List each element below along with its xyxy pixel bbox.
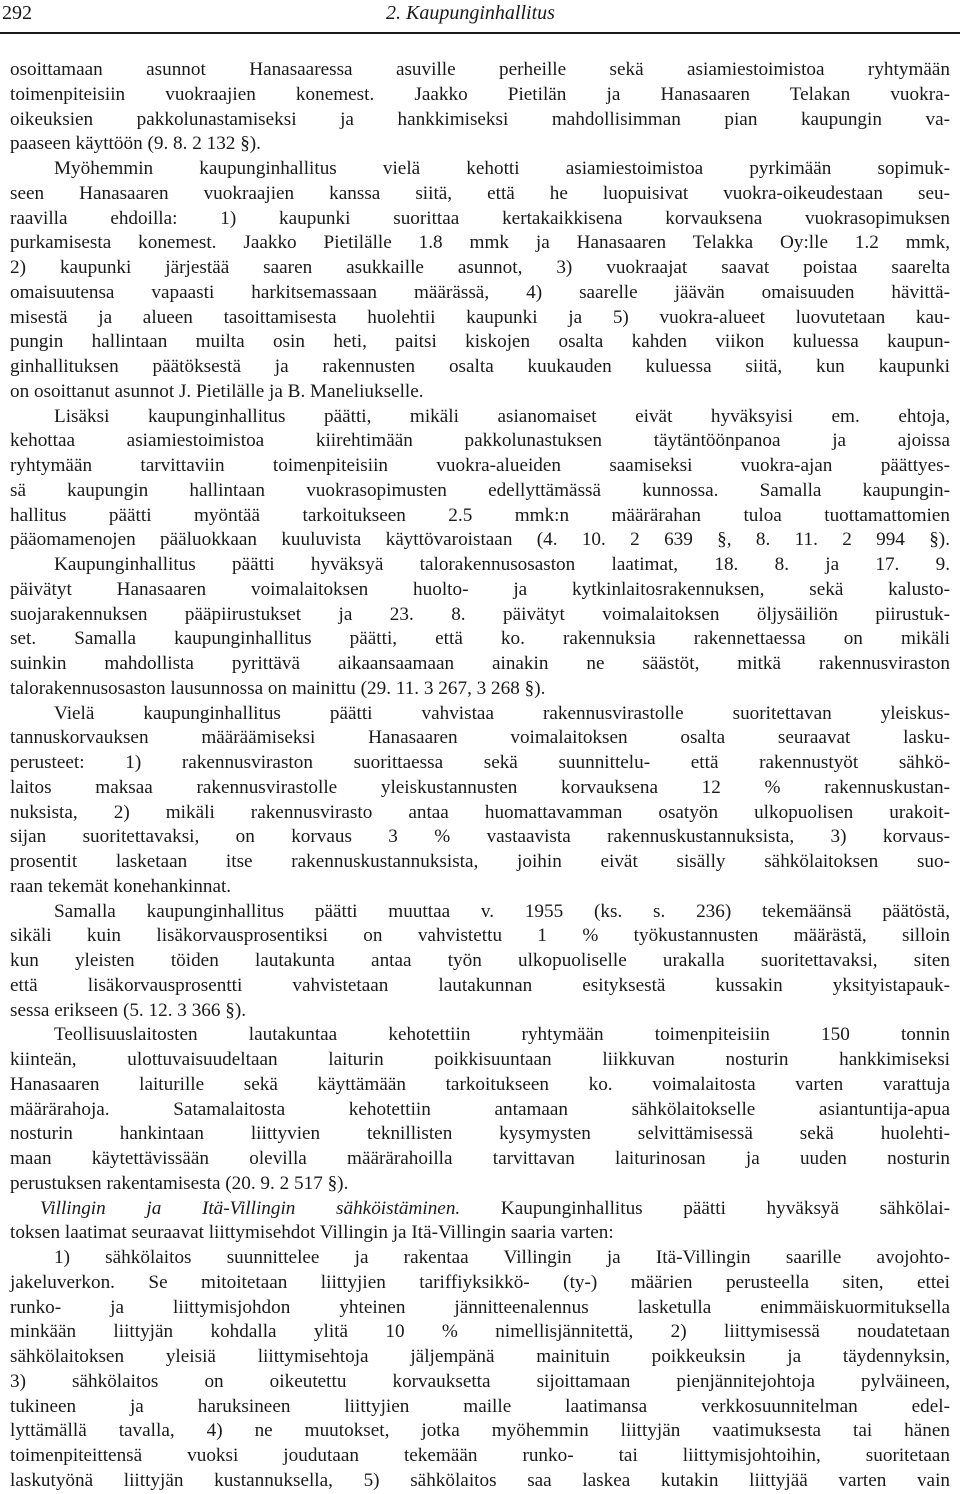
text-line: purkamisesta konemest. Jaakko Pietilälle 1.8 mmk ja Hanasaaren Telakka Oy:lle 1.2 mmk, [10, 232, 950, 254]
text-line: sijan suoritettavaksi, on korvaus 3 % vastaavista rakennuskustannuksista, 3) korvaus- [10, 826, 950, 848]
text-line: Teollisuuslaitosten lautakuntaa kehotettiin ryhtymään toimenpiteisiin 150 tonnin [54, 1024, 950, 1046]
text-line: on osoittanut asunnot J. Pietilälle ja B. Maneliukselle. [10, 380, 424, 402]
text-line: perusteet: 1) rakennusviraston suorittaessa sekä suunnittelu- että rakennustyöt sähkö- [10, 752, 950, 773]
text-line: Samalla kaupunginhallitus päätti muuttaa v. 1955 (ks. s. 236) tekemäänsä päätöstä, [54, 900, 950, 922]
text-line: Hanasaaren laiturille sekä käyttämään tarkoitukseen ko. voimalaitosta varten varattuja [10, 1073, 950, 1095]
text-line: set. Samalla kaupunginhallitus päätti, että ko. rakennuksia rakennettaessa on mikäli [10, 628, 950, 650]
text-line: ryhtymään tarvittaviin toimenpiteisiin vuokra-alueiden saamiseksi vuokra-ajan päättyes- [10, 455, 950, 476]
text-line: omaisuutensa vapaasti harkitsemassaan määrässä, 4) saarelle jäävän omaisuuden hävittä- [10, 281, 950, 303]
text-line: pääomamenojen pääluokkaan kuuluvista käyttövaroistaan (4. 10. 2 639 §, 8. 11. 2 994 §). [10, 529, 950, 551]
text-line: sikäli kuin lisäkorvausprosentiksi on vahvistettu 1 % työkustannusten määrästä, silloin [10, 925, 950, 947]
text-line: Kaupunginhallitus päätti hyväksyä talorakennusosaston laatimat, 18. 8. ja 17. 9. [54, 554, 950, 575]
text-line: paaseen käyttöön (9. 8. 2 132 §). [10, 133, 261, 155]
text-line: 2) kaupunki järjestää saaren asukkaille asunnot, 3) vuokraajat saavat poistaa saarelta [10, 257, 950, 278]
text-line: suojarakennuksen pääpiirustukset ja 23. 8. päivätyt voimalaitoksen öljysäiliön piirustuk- [10, 603, 950, 625]
body-text [10, 58, 950, 1494]
text-line: kiinteän, ulottuvaisuudeltaan laiturin poikkisuuntaan liikkuvan nosturin hankkimiseksi [10, 1049, 950, 1070]
text-line: prosentit lasketaan itse rakennuskustannuksista, joihin eivät sisälly sähkölaitoksen suo- [10, 851, 950, 872]
text-line: pungin hallintaan muilta osin heti, paitsi kiskojen osalta kahden viikon kuluessa kaupun- [10, 331, 950, 353]
text-line: raavilla ehdoilla: 1) kaupunki suorittaa kertakaikkisena korvauksena vuokrasopimuksen [10, 207, 950, 229]
text-line: toimenpiteittensä vuoksi joudutaan tekemään runko- tai liittymisjohtoihin, suoritetaan [10, 1445, 950, 1466]
text-line: misestä ja alueen tasoittamisesta huolehtii kaupunki ja 5) vuokra-alueet luovutetaan kau- [10, 306, 950, 328]
text-line: Lisäksi kaupunginhallitus päätti, mikäli asianomaiset eivät hyväksyisi em. ehtoja, [54, 405, 950, 427]
text-line: oikeuksien pakkolunastamiseksi ja hankkimiseksi mahdollisimman pian kaupungin va- [10, 108, 950, 130]
text-line: osoittamaan asunnot Hanasaaressa asuville perheille sekä asiamiestoimistoa ryhtymään [10, 59, 950, 80]
text-line: nosturin hankintaan liittyvien teknillisten kysymysten selvittämisessä sekä huolehti- [10, 1123, 950, 1145]
text-line: Myöhemmin kaupunginhallitus vielä kehotti asiamiestoimistoa pyrkimään sopimuk- [54, 158, 950, 179]
text-line: jakeluverkon. Se mitoitetaan liittyjien tariffiyksikkö- (ty-) määrien perusteella siten, ettei [10, 1271, 950, 1293]
text-line: että lisäkorvausprosentti vahvistetaan lautakunnan esityksestä kussakin yksityistapauk- [10, 974, 950, 996]
text-line: hallitus päätti myöntää tarkoitukseen 2.5 mmk:n määrärahan tuloa tuottamattomien [10, 504, 950, 526]
text-line: kehottaa asiamiestoimistoa kiirehtimään pakkolunastuksen täytäntöönpanoa ja ajoissa [10, 430, 950, 452]
text-line: kun yleisten töiden lautakunta antaa työn ulkopuoliselle urakalla suoritettavaksi, siten [10, 950, 950, 971]
text-line: sessa erikseen (5. 12. 3 366 §). [10, 999, 247, 1021]
text-line: minkään liittyjän kohdalla ylitä 10 % nimellisjännitettä, 2) liittymisessä noudatetaan [10, 1321, 950, 1343]
text-line: sä kaupungin hallintaan vuokrasopimusten edellyttämässä kunnossa. Samalla kaupungin- [10, 479, 950, 501]
text-line: maan käytettävissään olevilla määrärahoilla tarvittavan laiturinosan ja uuden nosturin [10, 1148, 950, 1169]
text-line: tannuskorvauksen määräämiseksi Hanasaaren voimalaitoksen osalta seuraavat lasku- [10, 727, 950, 749]
text-line: seen Hanasaaren vuokraajien kanssa siitä, että he luopuisivat vuokra-oikeudestaan seu- [10, 182, 950, 204]
text-line: sähkölaitoksen yleisiä liittymisehtoja jäljempänä mainituin poikkeuksin ja täydennyksin, [10, 1346, 950, 1367]
text-line: perustuksen rakentamisesta (20. 9. 2 517 §). [10, 1172, 349, 1194]
text-line: toimenpiteisiin vuokraajien konemest. Jaakko Pietilän ja Hanasaaren Telakan vuokra- [10, 83, 950, 105]
text-line: päivätyt Hanasaaren voimalaitoksen huolto- ja kytkinlaitosrakennuksen, sekä kalusto- [10, 578, 950, 600]
text-line: laskutyönä liittyjän kustannuksella, 5) sähkölaitos saa laskea kutakin liittyjää varten vain [10, 1469, 950, 1491]
text-line: talorakennusosaston lausunnossa on mainittu (29. 11. 3 267, 3 268 §). [10, 677, 546, 699]
text-line: 3) sähkölaitos on oikeutettu korvauksetta sijoittamaan pienjännitejohtoja pylväineen, [10, 1370, 950, 1392]
text-line: lyttämällä tavalla, 4) ne muutokset, jotka myöhemmin liittyjän vaatimuksesta tai hänen [10, 1420, 950, 1442]
text-line: Vielä kaupunginhallitus päätti vahvistaa rakennusvirastolle suoritettavan yleiskus- [54, 702, 950, 724]
section-heading: Villingin ja Itä-Villingin sähköistäminen. [40, 1197, 461, 1219]
text-line: toksen laatimat seuraavat liittymisehdot Villingin ja Itä-Villingin saaria varten: [10, 1222, 614, 1244]
text-line: ginhallituksen päätöksestä ja rakennusten osalta kuukauden kuluessa siitä, kun kaupunki [10, 356, 950, 377]
running-head: 2. Kaupunginhallitus [386, 2, 555, 24]
text-line: 1) sähkölaitos suunnittelee ja rakentaa Villingin ja Itä-Villingin saarille avojohto- [54, 1247, 950, 1268]
page-number: 292 [2, 2, 32, 24]
section-first-line-text: Kaupunginhallitus päätti hyväksyä sähkölai- [500, 1197, 950, 1219]
page-header [0, 0, 960, 34]
section-first-line [10, 1197, 950, 1222]
text-line: nuksista, 2) mikäli rakennusvirasto antaa huomattavamman osatyön ulkopuolisen urakoit- [10, 801, 950, 823]
text-line: raan tekemät konehankinnat. [10, 875, 232, 897]
text-line: runko- ja liittymisjohdon yhteinen jännitteenalennus lasketulla enimmäiskuormituksella [10, 1296, 950, 1318]
text-line: laitos maksaa rakennusvirastolle yleiskustannusten korvauksena 12 % rakennuskustan- [10, 776, 950, 798]
text-line: tukineen ja haruksineen liittyjien maille laatimansa verkkosuunnitelman edel- [10, 1395, 950, 1417]
text-line: suinkin mahdollista pyrittävä aikaansaamaan ainakin ne säästöt, mitkä rakennusviraston [10, 653, 950, 674]
text-line: määrärahoja. Satamalaitosta kehotettiin antamaan sähkölaitokselle asiantuntija-apua [10, 1098, 950, 1120]
